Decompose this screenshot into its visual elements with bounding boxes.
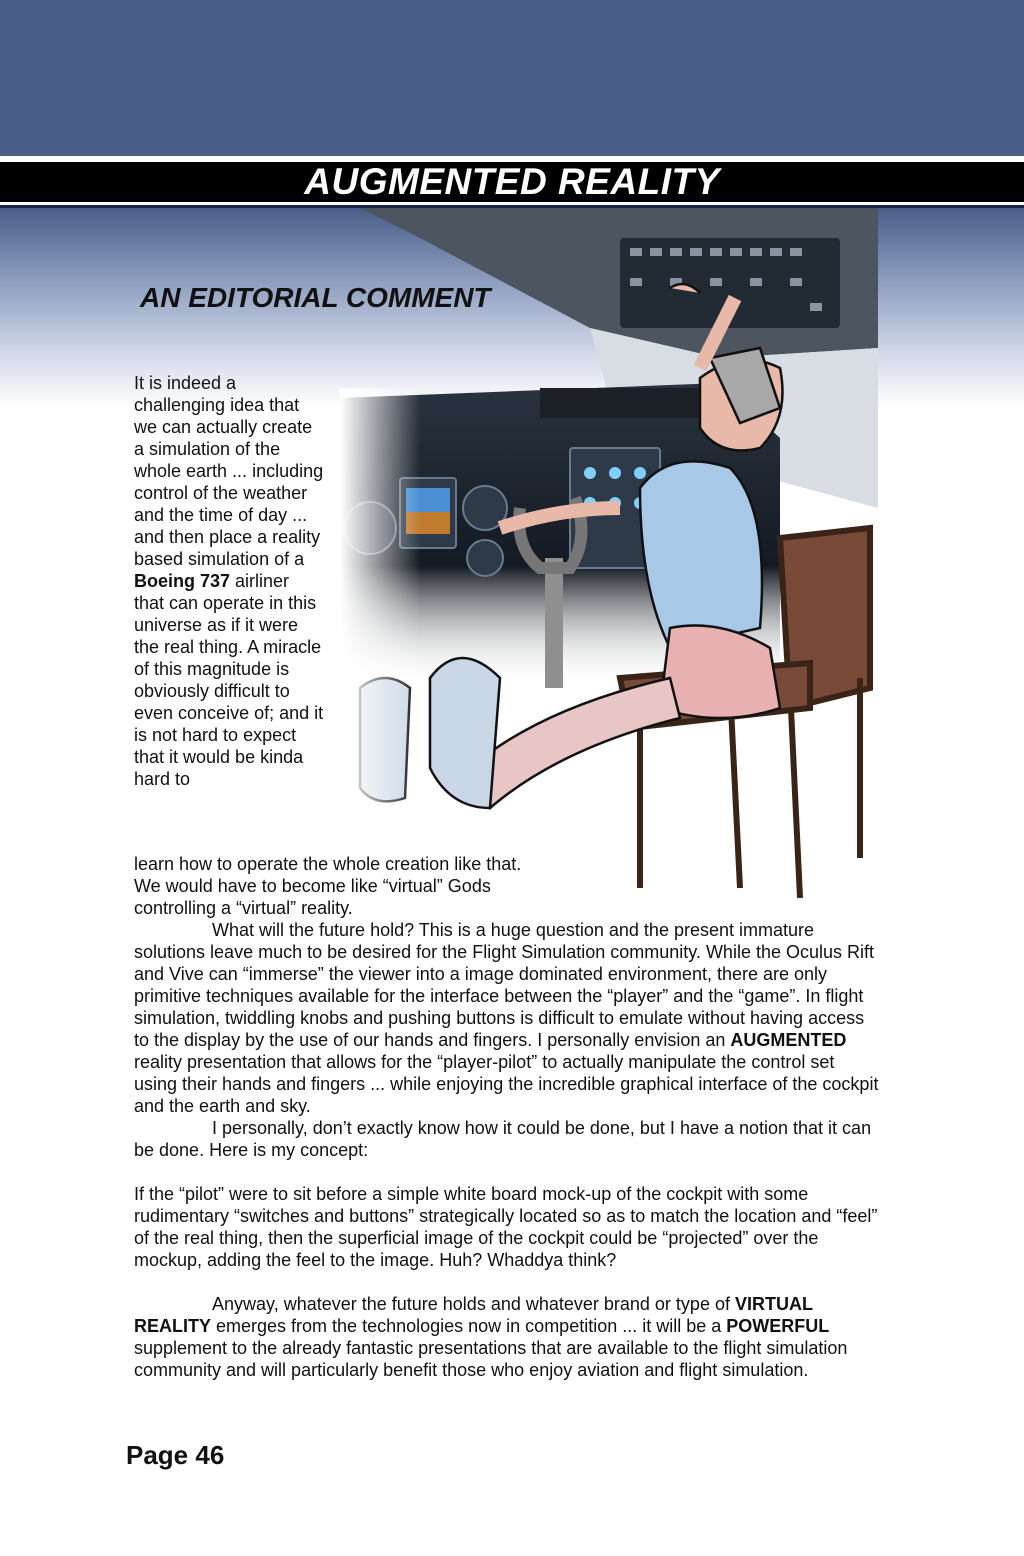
header-band: [0, 0, 1024, 156]
p5-middle: emerges from the technologies now in competition ... it will be a: [211, 1316, 727, 1336]
intro-column: [134, 372, 324, 790]
intro-text: It is indeed a challenging idea that we can actually create a simulation of the whole earth ... including control of the weather and the time of day ... and then place a reality based simulation of a: [134, 373, 324, 569]
p2-text: What will the future hold? This is a huge question and the present immature solutions leave much to be desired for the Flight Simulation community. While the Oculus Rift and Vive can “immerse” the viewer into a image dominated environment, there are only primitive techniques available for the interface between the “player” and the “game”. In flight simulation, twiddling knobs and pushing buttons is difficult to emulate without having access to the display by the use of our hands and fingers. I personally envision an: [134, 920, 874, 1050]
wide-line-3: controlling a “virtual” reality.: [134, 898, 353, 918]
wide-line-2: We would have to become like “virtual” Gods: [134, 876, 491, 896]
intro-rest: airliner that can operate in this universe as if it were the real thing. A miracle of this magnitude is obviously difficult to even conceive of; and it is not hard to expect that it would be kinda hard to: [134, 571, 324, 789]
powerful-bold: POWERFUL: [726, 1316, 830, 1336]
virtual-reality-bold: VIRTUAL REALITY: [134, 1294, 813, 1336]
paragraph-2: [134, 919, 879, 1117]
augmented-bold: AUGMENTED: [730, 1030, 847, 1050]
p5-text: Anyway, whatever the future holds and whatever brand or type of: [212, 1294, 735, 1314]
paragraph-3: I personally, don’t exactly know how it could be done, but I have a notion that it can be done. Here is my concept:: [134, 1118, 872, 1160]
wide-line-1: learn how to operate the whole creation like that.: [134, 854, 522, 874]
p5-end: supplement to the already fantastic presentations that are available to the flight simulation community and will particularly benefit those who enjoy aviation and flight simulation.: [134, 1338, 848, 1380]
intro-paragraph: [134, 372, 324, 790]
page-number: Page 46: [126, 1440, 225, 1470]
article-body: [134, 853, 879, 1381]
page-title: AUGMENTED REALITY: [304, 161, 720, 202]
p2-rest: reality presentation that allows for the “player-pilot” to actually manipulate the control set using their hands and fingers ... while enjoying the incredible graphical interface of the cockpit and the earth and sky.: [134, 1052, 879, 1116]
paragraph-5: [134, 1293, 879, 1381]
boeing-bold: Boeing 737: [134, 571, 231, 591]
paragraph-4: If the “pilot” were to sit before a simple white board mock-up of the cockpit with some rudimentary “switches and buttons” strategically located so as to match the location and “feel” of the real thing, then the superficial image of the cockpit could be “projected” over the mockup, adding the feel to the image. Huh? Whaddya think?: [134, 1184, 878, 1270]
editorial-subtitle: AN EDITORIAL COMMENT: [140, 282, 491, 313]
